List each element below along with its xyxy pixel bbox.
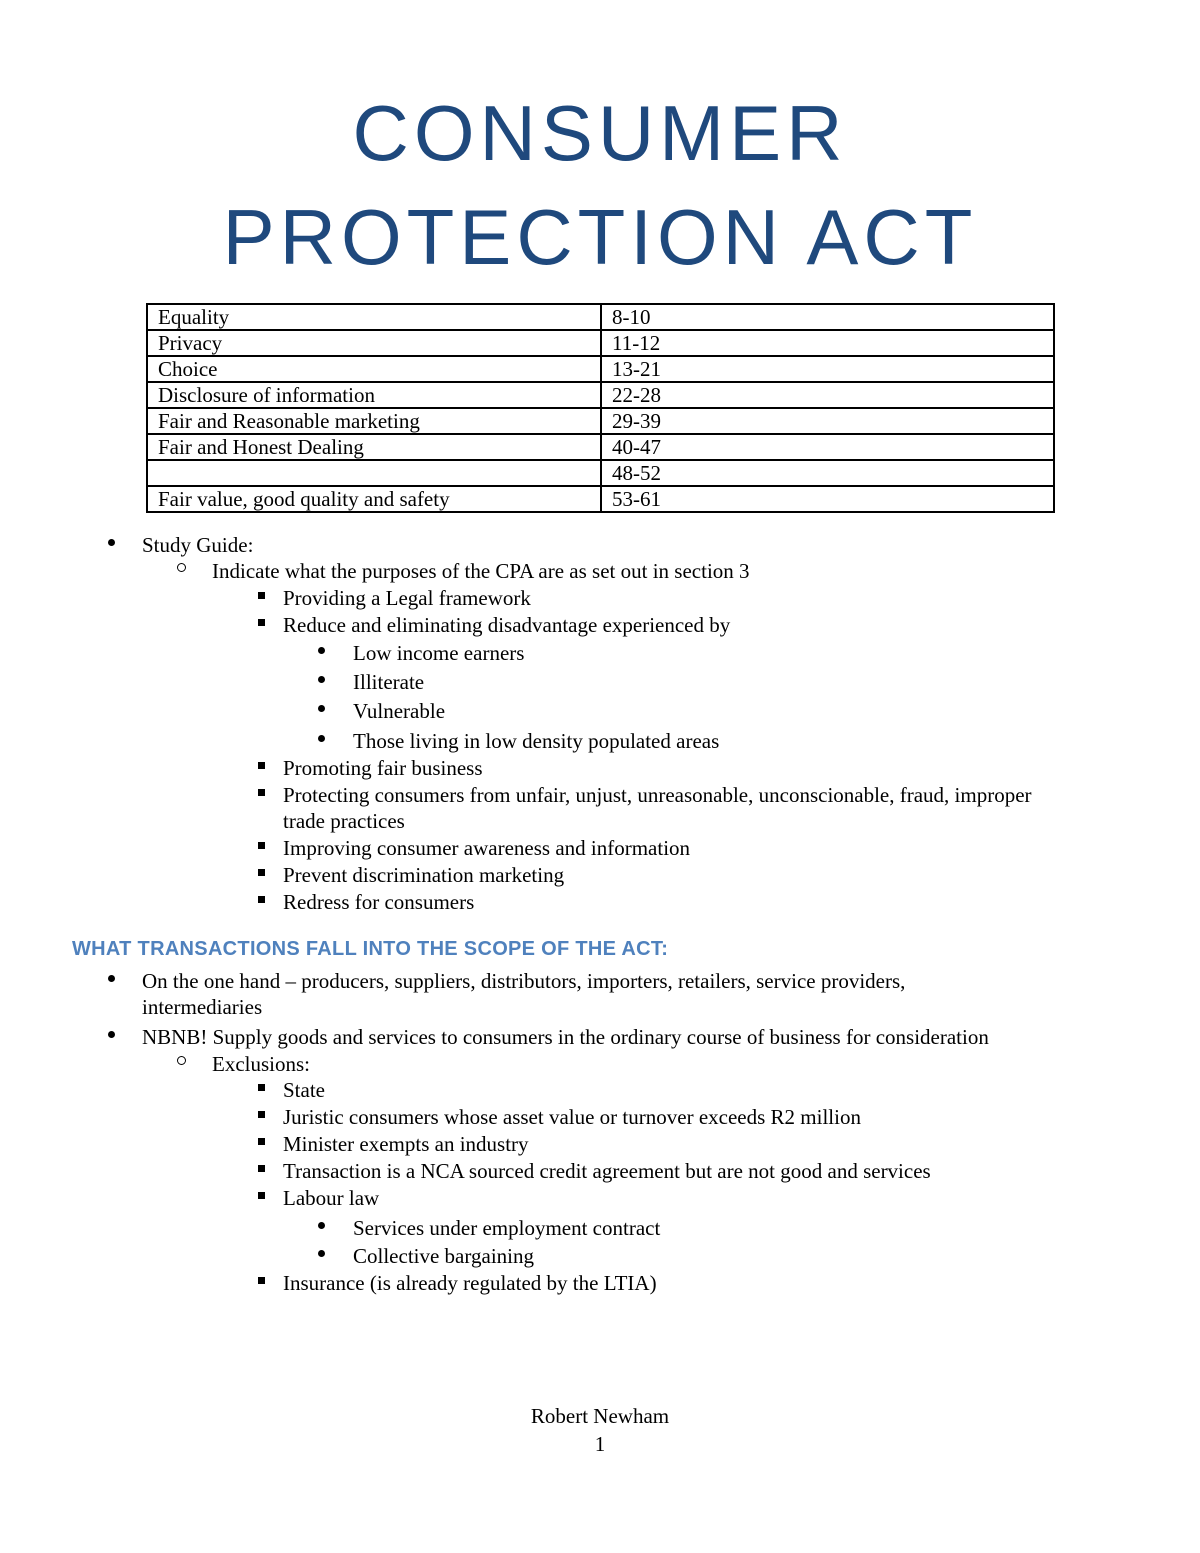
list-item: State [283,1078,325,1102]
study-guide-label: Study Guide: [142,533,254,557]
list-item: Promoting fair business [283,756,483,780]
square-bullet-icon [258,890,265,914]
footer-author: Robert Newham [530,1404,670,1428]
table-cell-sections: 13-21 [601,356,1054,382]
list-item: On the one hand – producers, suppliers, distributors, importers, retailers, service providers, [142,969,906,993]
square-bullet-icon [258,1105,265,1129]
list-item: Services under employment contract [353,1216,661,1240]
table-row [147,356,1054,382]
table-cell-topic: Fair and Honest Dealing [147,434,601,460]
study-guide-question: Indicate what the purposes of the CPA are as set out in section 3 [212,559,750,583]
list-item: Transaction is a NCA sourced credit agreement but are not good and services [283,1159,931,1183]
table-cell-sections: 48-52 [601,460,1054,486]
bullet-icon [318,670,325,694]
list-item: Those living in low density populated areas [353,729,720,753]
table-row [147,304,1054,330]
table-cell-topic: Equality [147,304,601,330]
list-item: Labour law [283,1186,380,1210]
table-row [147,434,1054,460]
square-bullet-icon [258,1159,265,1183]
bullet-icon [318,641,325,665]
sections-table [146,303,1055,513]
table-row [147,408,1054,434]
document-title-line-1: CONSUMER [352,89,848,177]
list-item: Vulnerable [353,699,446,723]
bullet-icon [318,699,325,723]
table-cell-sections: 53-61 [601,486,1054,512]
table-cell-topic: Privacy [147,330,601,356]
bullet-icon [108,1025,115,1049]
table-cell-topic [147,460,601,486]
bullet-icon [318,729,325,753]
list-item: Insurance (is already regulated by the LTIA) [283,1271,657,1295]
circle-bullet-icon [177,1052,186,1076]
exclusions-label: Exclusions: [212,1052,310,1076]
list-item-continuation: intermediaries [142,995,263,1019]
table-row [147,486,1054,512]
table-cell-sections: 29-39 [601,408,1054,434]
list-item: Low income earners [353,641,525,665]
table-row [147,382,1054,408]
square-bullet-icon [258,1186,265,1210]
list-item: NBNB! Supply goods and services to consumers in the ordinary course of business for consideration [142,1025,989,1049]
table-cell-topic: Disclosure of information [147,382,601,408]
bullet-icon [318,1244,325,1268]
table-cell-sections: 22-28 [601,382,1054,408]
bullet-icon [318,1216,325,1240]
table-cell-sections: 40-47 [601,434,1054,460]
square-bullet-icon [258,863,265,887]
square-bullet-icon [258,586,265,610]
square-bullet-icon [258,756,265,780]
table-row [147,330,1054,356]
list-item: Prevent discrimination marketing [283,863,565,887]
table-cell-topic: Fair value, good quality and safety [147,486,601,512]
list-item: Protecting consumers from unfair, unjust, unreasonable, unconscionable, fraud, improper [283,783,1032,807]
table-cell-topic: Fair and Reasonable marketing [147,408,601,434]
square-bullet-icon [258,1078,265,1102]
list-item: Providing a Legal framework [283,586,531,610]
bullet-icon [108,533,115,557]
table-cell-sections: 11-12 [601,330,1054,356]
table-row [147,460,1054,486]
list-item: Minister exempts an industry [283,1132,529,1156]
table-cell-sections: 8-10 [601,304,1054,330]
document-title-line-2: PROTECTION ACT [222,193,978,281]
list-item: Juristic consumers whose asset value or turnover exceeds R2 million [283,1105,861,1129]
page-number: 1 [594,1432,606,1456]
square-bullet-icon [258,783,265,807]
square-bullet-icon [258,613,265,637]
table-cell-topic: Choice [147,356,601,382]
circle-bullet-icon [177,559,186,583]
square-bullet-icon [258,1132,265,1156]
list-item: Reduce and eliminating disadvantage experienced by [283,613,731,637]
square-bullet-icon [258,836,265,860]
list-item: Illiterate [353,670,425,694]
list-item-continuation: trade practices [283,809,405,833]
list-item: Redress for consumers [283,890,475,914]
bullet-icon [108,969,115,993]
square-bullet-icon [258,1271,265,1295]
list-item: Collective bargaining [353,1244,534,1268]
list-item: Improving consumer awareness and information [283,836,691,860]
section-heading: WHAT TRANSACTIONS FALL INTO THE SCOPE OF THE ACT: [72,938,669,960]
